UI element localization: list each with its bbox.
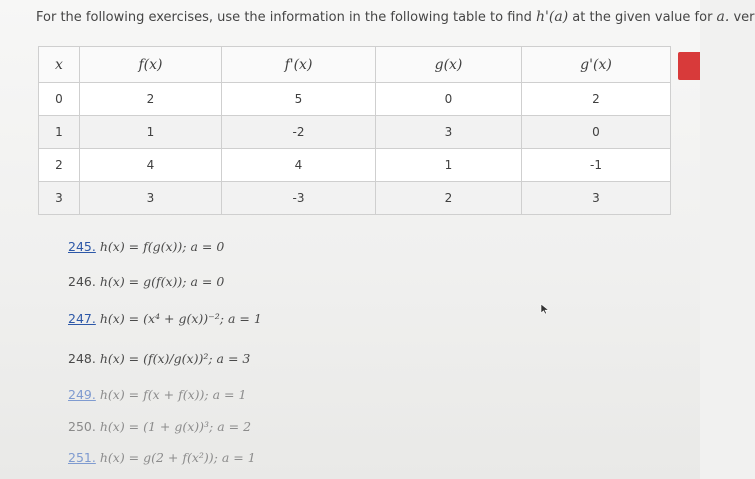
exercise-expression: h(x) = g(2 + f(x²)); a = 1 [99, 450, 256, 465]
instruction-variable: a. [716, 9, 730, 25]
header-g: g(x) [376, 47, 522, 83]
table-cell: -1 [522, 149, 671, 182]
exercise-246 [68, 274, 224, 289]
table-cell: -3 [222, 182, 376, 215]
table-row [39, 182, 671, 215]
exercise-number: 250. [68, 419, 96, 434]
exercise-expression: h(x) = f(g(x)); a = 0 [99, 239, 225, 254]
instruction-part-2: at the given value for [568, 10, 717, 25]
table-cell: 4 [80, 149, 222, 182]
table-cell: 3 [80, 182, 222, 215]
header-f-prime: f'(x) [222, 47, 376, 83]
exercise-number: 248. [68, 351, 96, 366]
exercise-expression: h(x) = (f(x)/g(x))²; a = 3 [99, 351, 251, 366]
table-cell: 0 [376, 83, 522, 116]
table-cell: 2 [39, 149, 80, 182]
instruction-part-1: For the following exercises, use the information in the following table to find [36, 10, 537, 25]
exercise-245 [68, 239, 224, 254]
table-cell: 0 [39, 83, 80, 116]
exercise-251 [68, 450, 256, 465]
exercise-number-link[interactable]: 247. [68, 311, 96, 326]
red-edge-marker [678, 52, 700, 80]
table-cell: 1 [80, 116, 222, 149]
instruction-part-3: ver [729, 10, 755, 25]
exercise-247 [68, 311, 262, 326]
header-g-prime: g'(x) [522, 47, 671, 83]
table-row [39, 83, 671, 116]
table-cell: 2 [522, 83, 671, 116]
table-header-row [39, 47, 671, 83]
table-cell: 2 [376, 182, 522, 215]
header-x: x [39, 47, 80, 83]
exercise-250 [68, 419, 251, 434]
exercise-number-link[interactable]: 245. [68, 239, 96, 254]
table-cell: 5 [222, 83, 376, 116]
table-cell: 3 [39, 182, 80, 215]
exercise-number-link[interactable]: 251. [68, 450, 96, 465]
table-row [39, 116, 671, 149]
table-cell: 2 [80, 83, 222, 116]
table-cell: 3 [376, 116, 522, 149]
exercise-expression: h(x) = f(x + f(x)); a = 1 [99, 387, 247, 402]
table-cell: 1 [39, 116, 80, 149]
exercise-number: 246. [68, 274, 96, 289]
table-cell: 1 [376, 149, 522, 182]
table-row [39, 149, 671, 182]
table-cell: 4 [222, 149, 376, 182]
table-cell: 0 [522, 116, 671, 149]
mouse-pointer-icon [540, 303, 550, 315]
header-f: f(x) [80, 47, 222, 83]
table-cell: 3 [522, 182, 671, 215]
exercise-249 [68, 387, 246, 402]
exercise-expression: h(x) = (x⁴ + g(x))⁻²; a = 1 [99, 311, 262, 326]
exercise-number-link[interactable]: 249. [68, 387, 96, 402]
function-values-table [38, 46, 671, 215]
instruction-derivative: h'(a) [536, 9, 569, 25]
table-cell: -2 [222, 116, 376, 149]
instruction-text [36, 9, 755, 25]
exercise-expression: h(x) = g(f(x)); a = 0 [99, 274, 225, 289]
exercise-248 [68, 351, 250, 366]
exercise-expression: h(x) = (1 + g(x))³; a = 2 [99, 419, 252, 434]
